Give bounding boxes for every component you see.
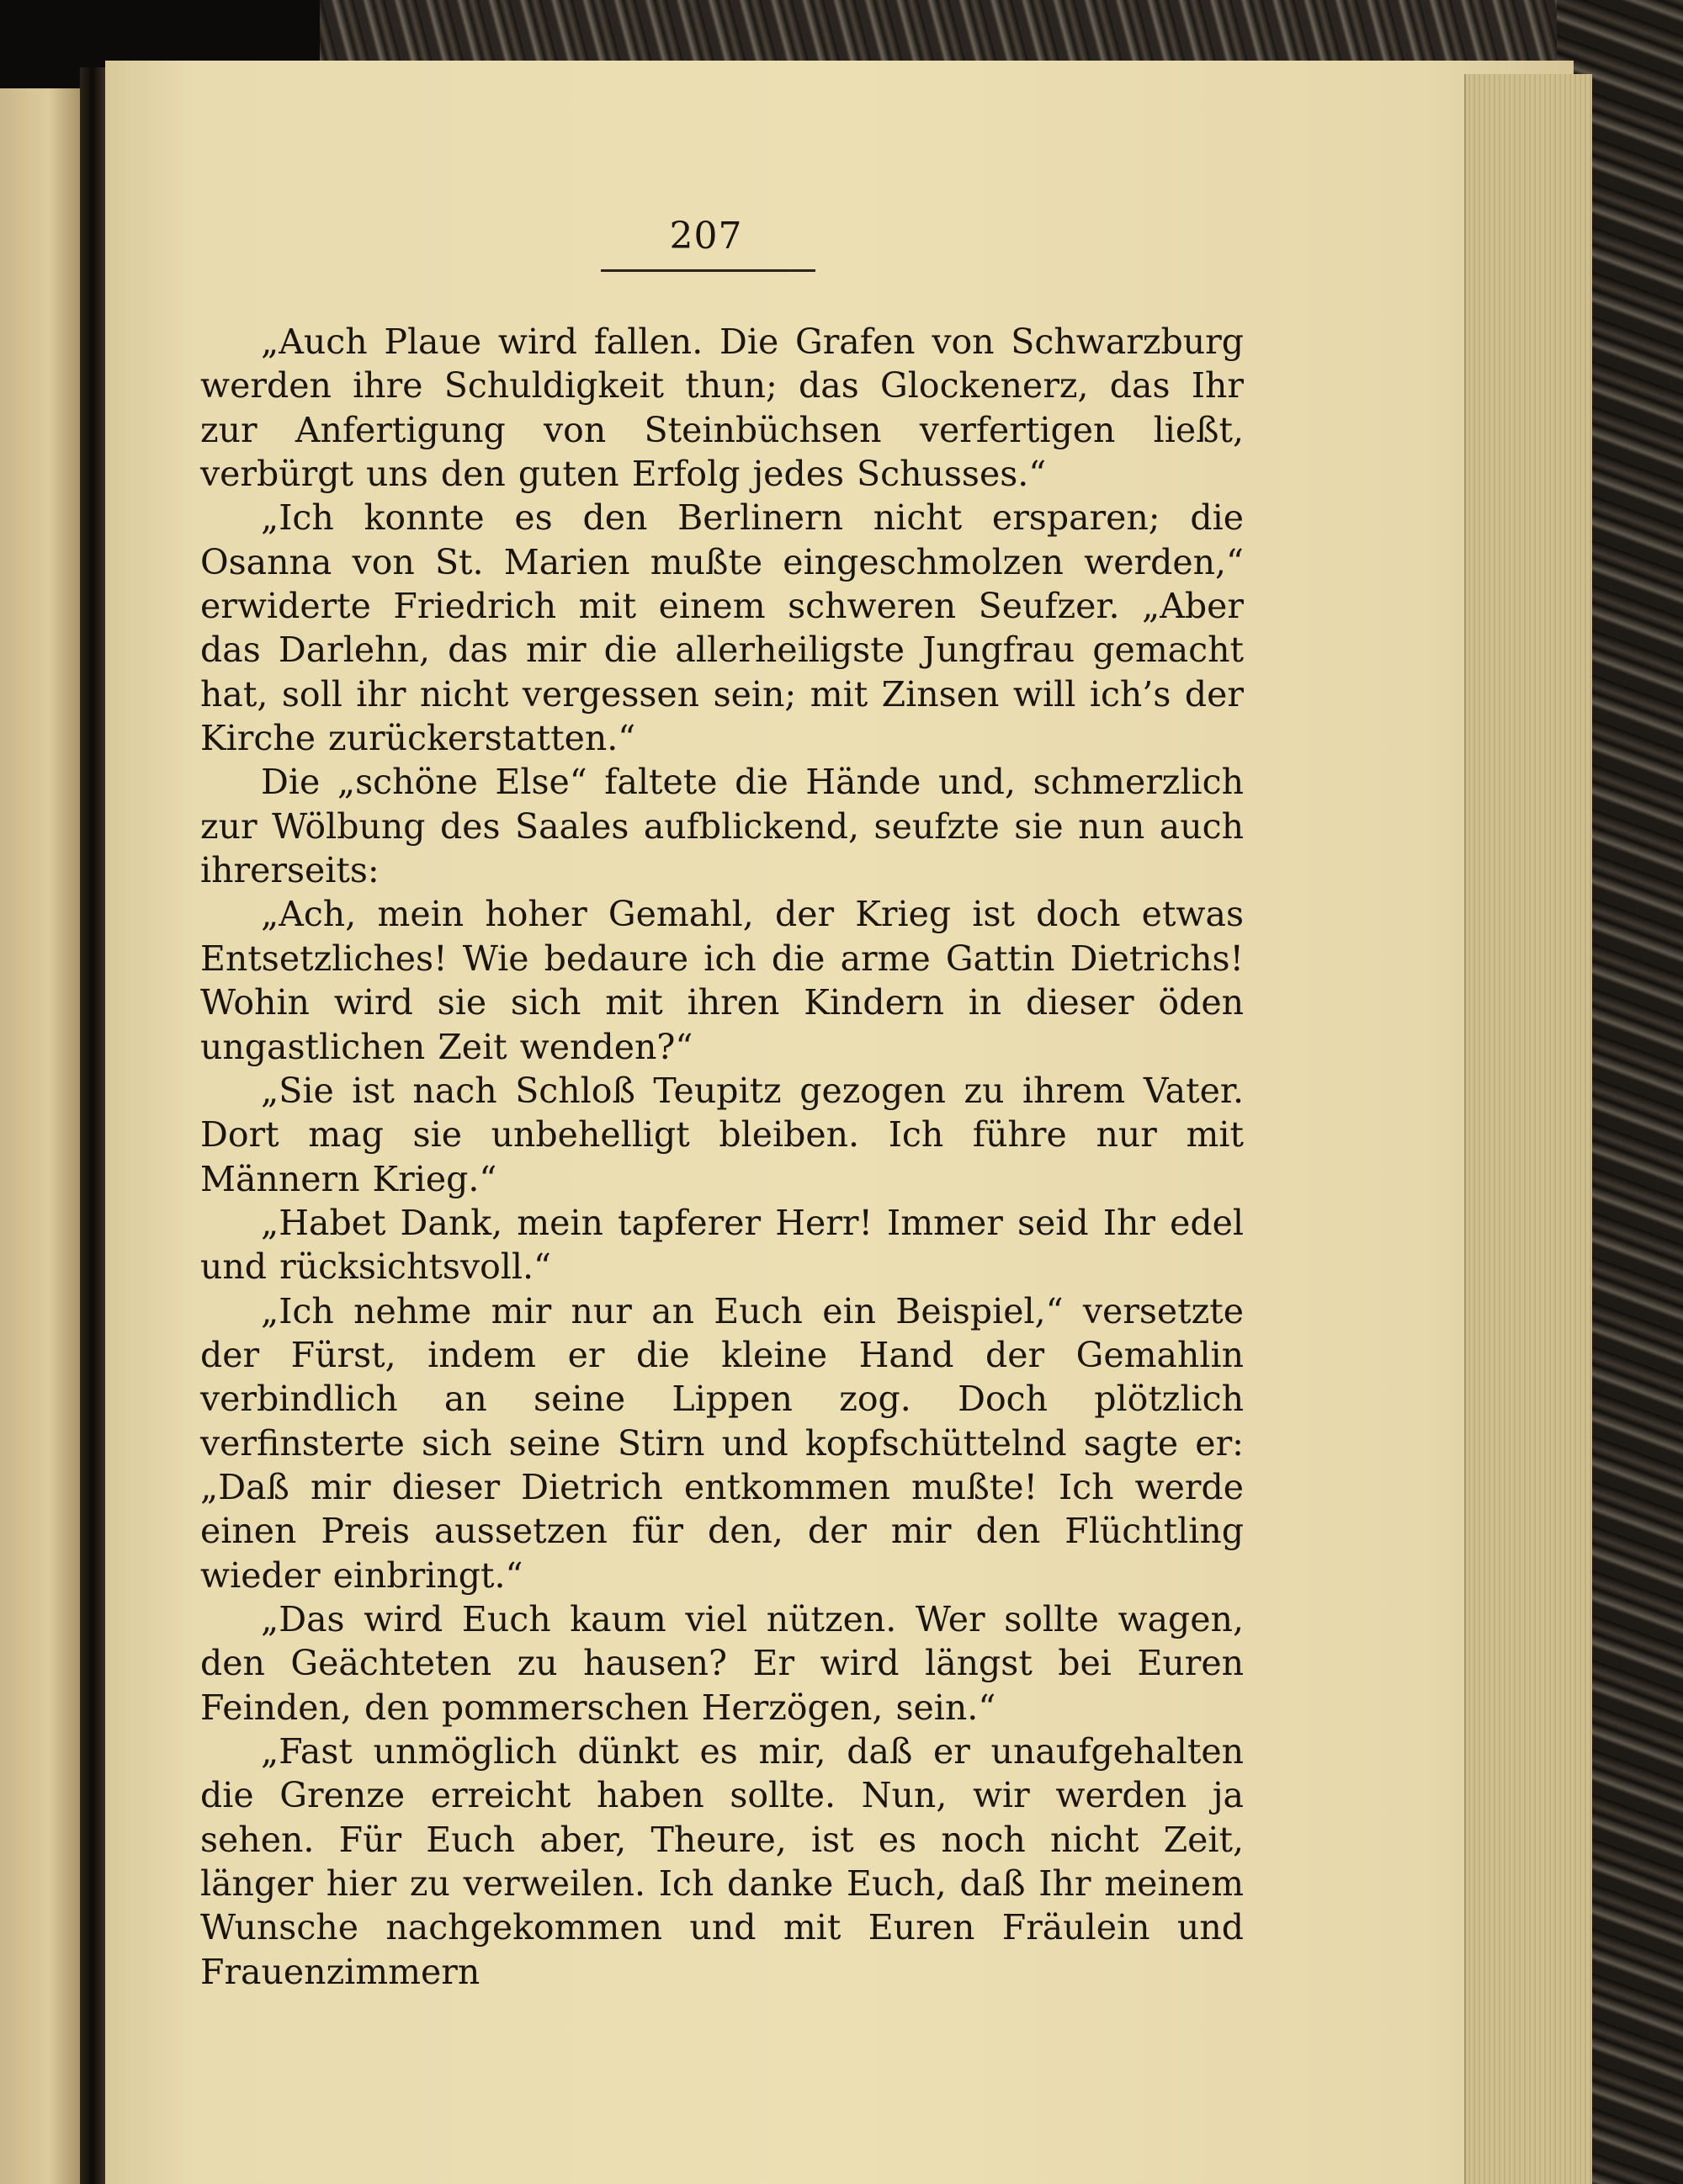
paragraph: „Auch Plaue wird fallen. Die Grafen von Schwarzburg werden ihre Schuldigkeit thun; das Glockenerz, das Ihr zur Anfertigung von Steinbüchsen verfertigen ließt, verbürgt uns den guten Erfolg jedes Schusses.“ bbox=[200, 321, 1244, 495]
paragraph: Die „schöne Else“ faltete die Hände und, schmerzlich zur Wölbung des Saales aufblickend, seufzte sie nun auch ihrerseits: bbox=[200, 762, 1244, 891]
paragraph: „Ich konnte es den Berlinern nicht ersparen; die Osanna von St. Marien mußte eingeschmolzen werden,“ erwiderte Friedrich mit einem schweren Seufzer. „Aber das Darlehn, das mir die allerheiligste Jungfrau gemacht hat, soll ihr nicht vergessen sein; mit Zinsen will ich’s der Kirche zurückerstatten.“ bbox=[200, 497, 1244, 759]
book-gutter bbox=[80, 67, 105, 2184]
paragraph: „Habet Dank, mein tapferer Herr! Immer seid Ihr edel und rücksichtsvoll.“ bbox=[200, 1202, 1244, 1288]
paragraph: „Ich nehme mir nur an Euch ein Beispiel,“ versetzte der Fürst, indem er die kleine Hand der Gemahlin verbindlich an seine Lippen zog. Doch plötzlich verfinsterte sich seine Stirn und kopfschüttelnd sagte er: „Daß mir dieser Dietrich entkommen mußte! Ich werde einen Preis aussetzen für den, der mir den Flüchtling wieder einbringt.“ bbox=[200, 1290, 1244, 1596]
body-text bbox=[200, 320, 1244, 1994]
paragraph: „Sie ist nach Schloß Teupitz gezogen zu ihrem Vater. Dort mag sie unbehelligt bleiben. Ich führe nur mit Männern Krieg.“ bbox=[200, 1070, 1244, 1199]
page-edges-stack bbox=[1464, 74, 1592, 2184]
paragraph: „Das wird Euch kaum viel nützen. Wer sollte wagen, den Geächteten zu hausen? Er wird längst bei Euren Feinden, den pommerschen Herzögen, sein.“ bbox=[200, 1598, 1244, 1728]
paragraph: „Ach, mein hoher Gemahl, der Krieg ist doch etwas Entsetzliches! Wie bedaure ich die arme Gattin Dietrichs! Wohin wird sie sich mit ihren Kindern in dieser öden ungastlichen Zeit wenden?“ bbox=[200, 894, 1244, 1067]
previous-page-edge bbox=[0, 88, 80, 2184]
paragraph: „Fast unmöglich dünkt es mir, daß er unaufgehalten die Grenze erreicht haben sollte. Nun, wir werden ja sehen. Für Euch aber, Theure, ist es noch nicht Zeit, länger hier zu verweilen. Ich danke Euch, daß Ihr meinem Wunsche nachgekommen und mit Euren Fräulein und Frauenzimmern bbox=[200, 1731, 1244, 1992]
header-rule bbox=[601, 269, 815, 272]
page-number: 207 bbox=[669, 215, 743, 258]
